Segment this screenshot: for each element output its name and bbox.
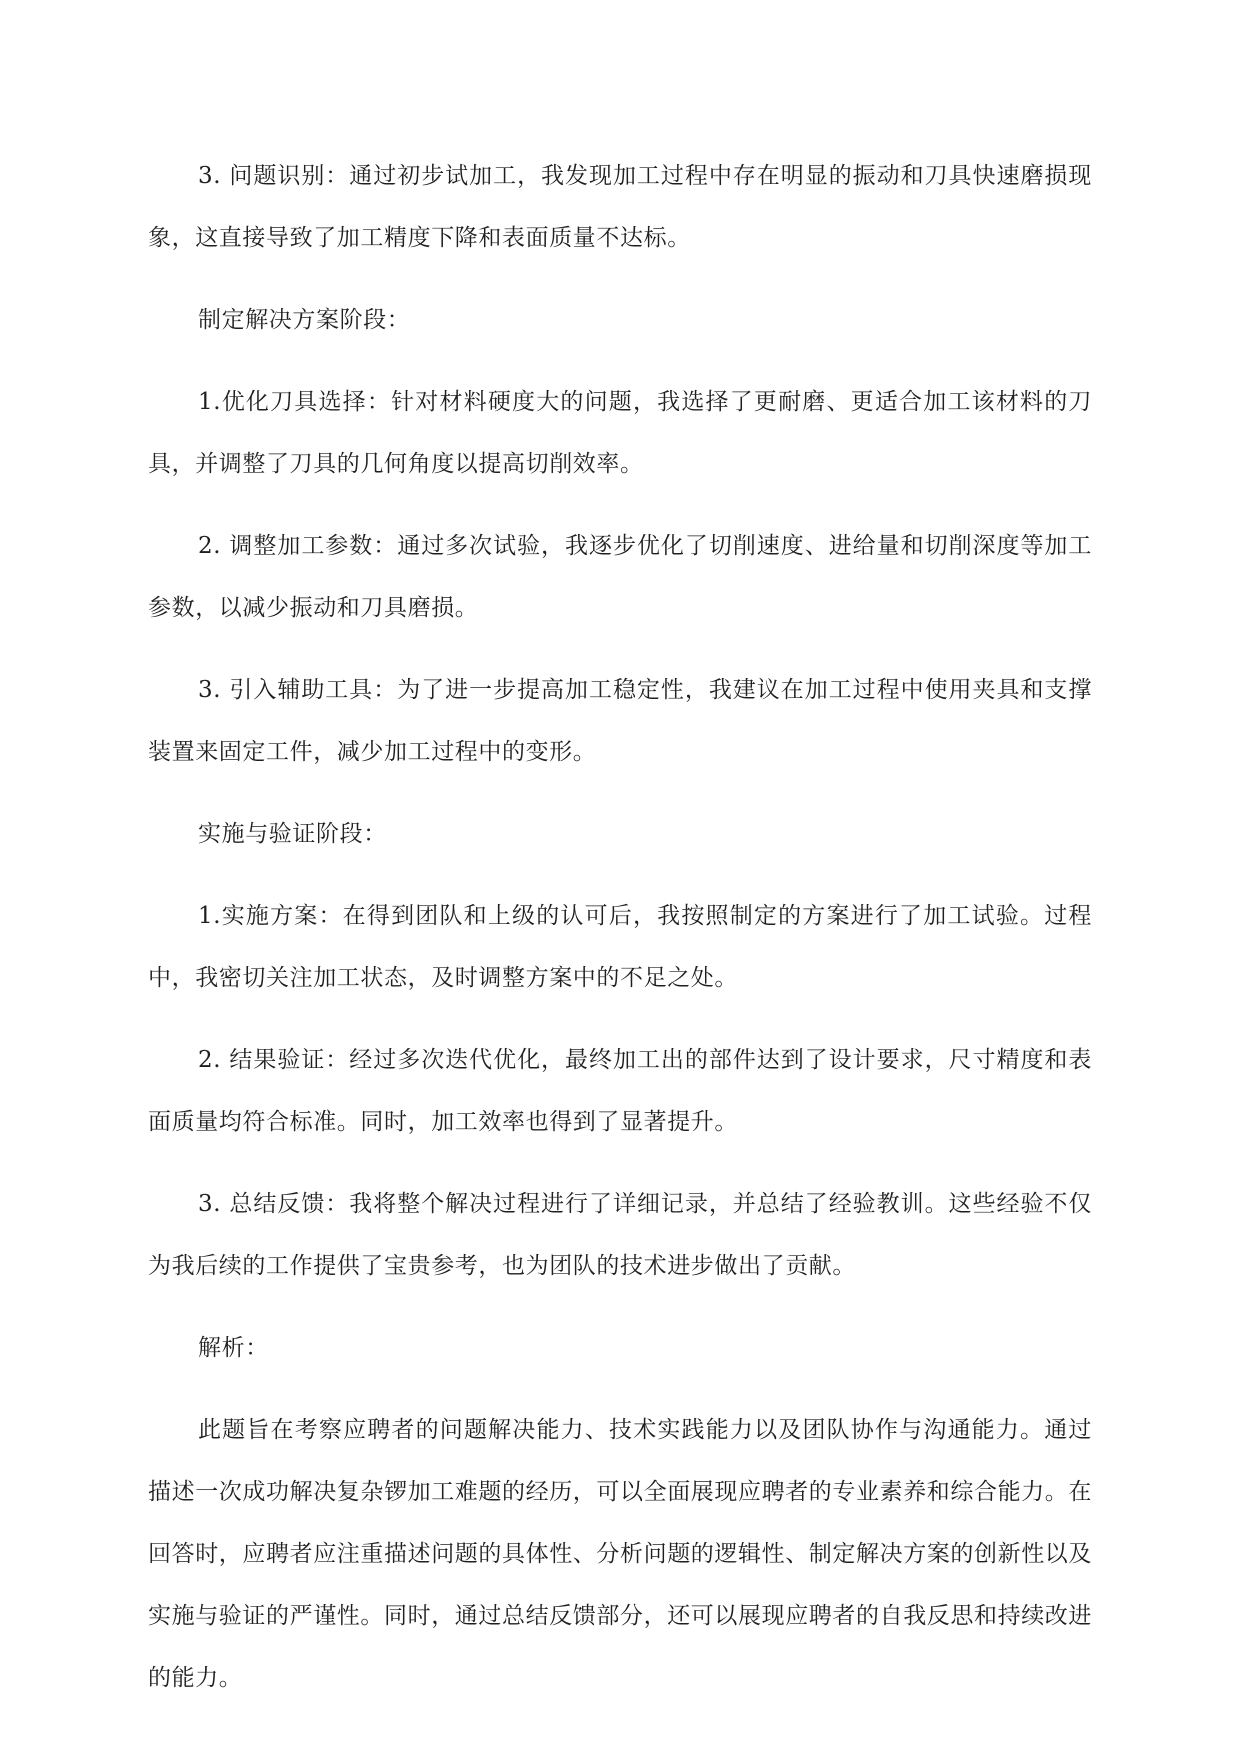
document-body: [148, 145, 1092, 1709]
paragraph-analysis: 此题旨在考察应聘者的问题解决能力、技术实践能力以及团队协作与沟通能力。通过描述一次成功解决复杂锣加工难题的经历，可以全面展现应聘者的专业素养和综合能力。在回答时，应聘者应注重描述问题的具体性、分析问题的逻辑性、制定解决方案的创新性以及实施与验证的严谨性。同时，通过总结反馈部分，还可以展现应聘者的自我反思和持续改进的能力。: [148, 1417, 1092, 1691]
paragraph-implementation-plan: 1.实施方案：在得到团队和上级的认可后，我按照制定的方案进行了加工试验。过程中，我密切关注加工状态，及时调整方案中的不足之处。: [148, 903, 1092, 991]
paragraph-summary-feedback: 3. 总结反馈：我将整个解决过程进行了详细记录，并总结了经验教训。这些经验不仅为我后续的工作提供了宝贵参考，也为团队的技术进步做出了贡献。: [148, 1191, 1092, 1279]
section-heading-solution-planning: 制定解决方案阶段：: [198, 307, 411, 333]
paragraph-result-validation: 2. 结果验证：经过多次迭代优化，最终加工出的部件达到了设计要求，尺寸精度和表面质量均符合标准。同时，加工效率也得到了显著提升。: [148, 1047, 1092, 1135]
paragraph-adjust-parameters: 2. 调整加工参数：通过多次试验，我逐步优化了切削速度、进给量和切削深度等加工参数，以减少振动和刀具磨损。: [148, 533, 1092, 621]
paragraph-optimize-tool-selection: 1.优化刀具选择：针对材料硬度大的问题，我选择了更耐磨、更适合加工该材料的刀具，并调整了刀具的几何角度以提高切削效率。: [148, 389, 1092, 477]
paragraph-problem-identification: 3. 问题识别：通过初步试加工，我发现加工过程中存在明显的振动和刀具快速磨损现象，这直接导致了加工精度下降和表面质量不达标。: [148, 163, 1092, 251]
section-heading-analysis: 解析：: [198, 1335, 269, 1361]
section-heading-implementation-validation: 实施与验证阶段：: [198, 821, 387, 847]
paragraph-auxiliary-tools: 3. 引入辅助工具：为了进一步提高加工稳定性，我建议在加工过程中使用夹具和支撑装置来固定工件，减少加工过程中的变形。: [148, 677, 1092, 765]
